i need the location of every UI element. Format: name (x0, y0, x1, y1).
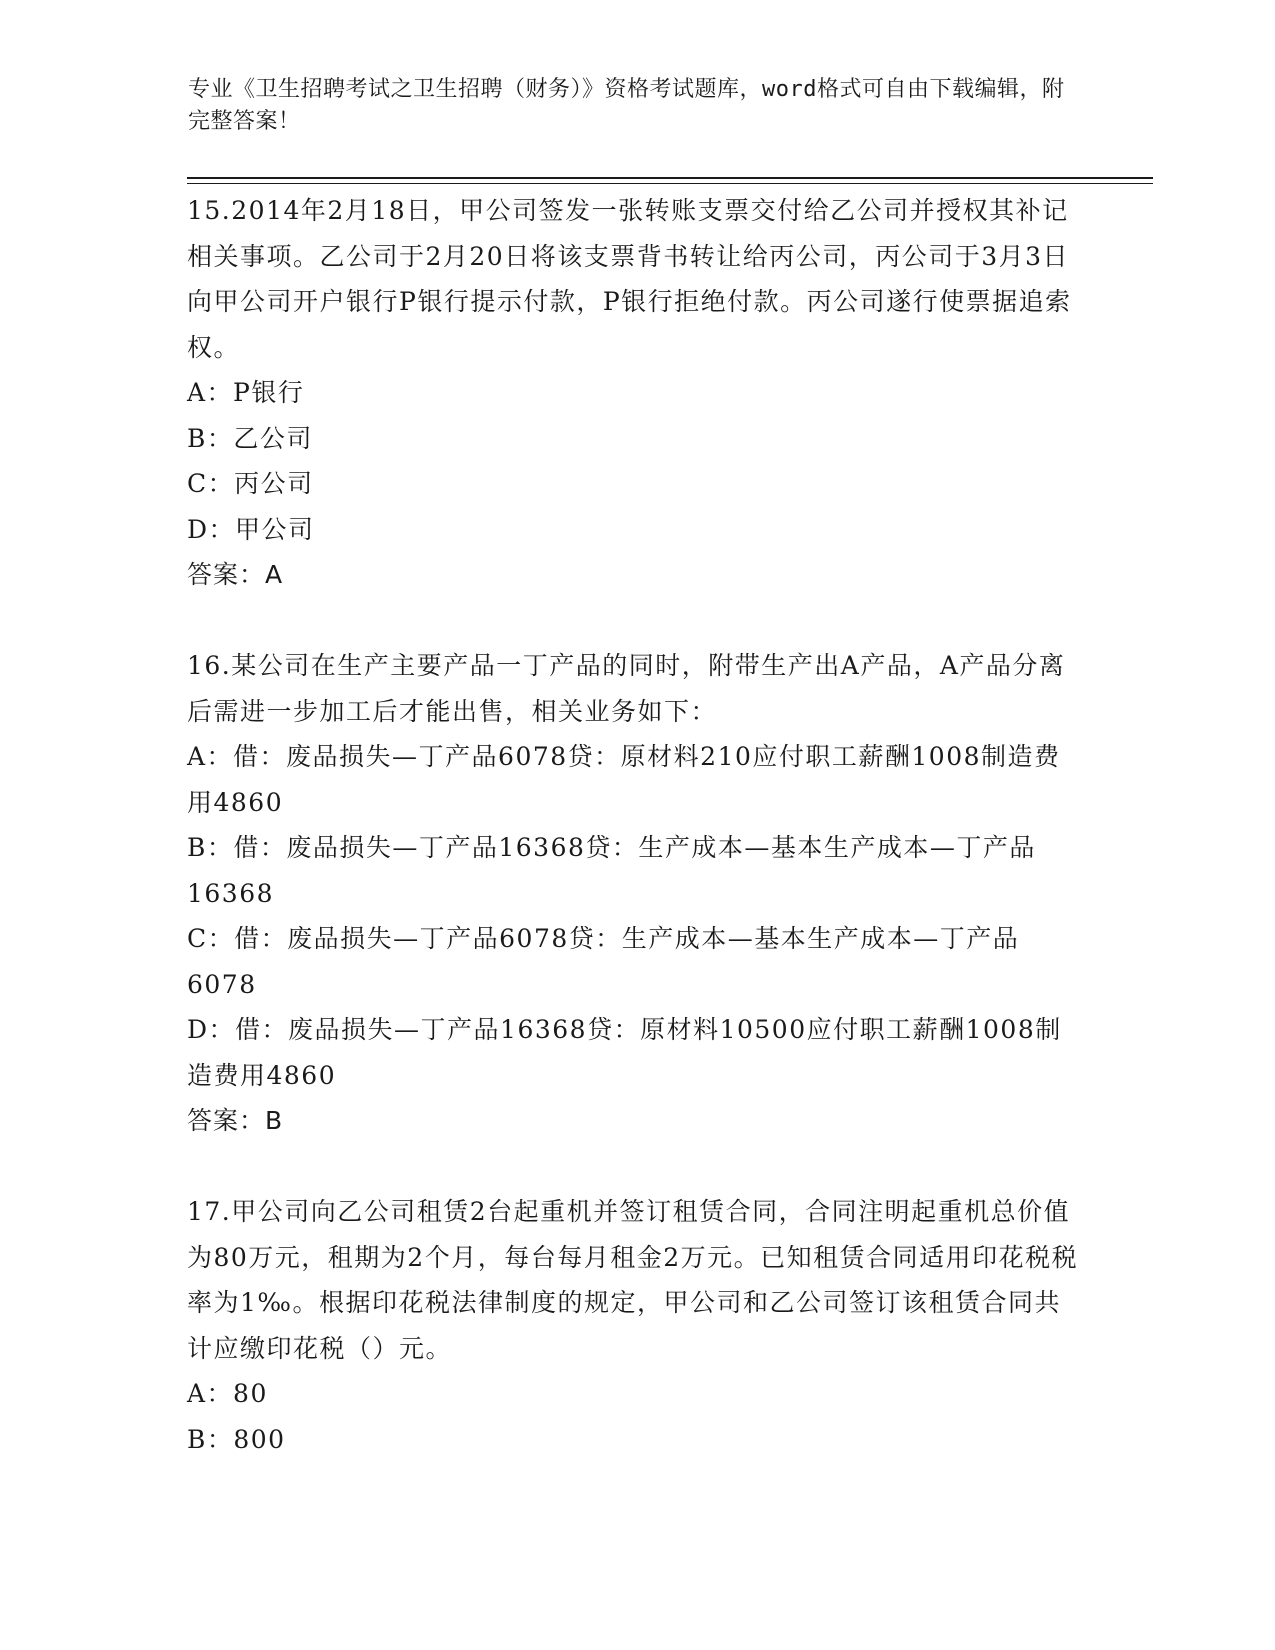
answer: 答案：B (187, 1106, 284, 1135)
option-d: D：甲公司 (187, 514, 315, 544)
option-d: D：借：废品损失—丁产品16368贷：原材料10500应付职工薪酬1008制造费用4860 (187, 1015, 1062, 1090)
question-stem: 17.甲公司向乙公司租赁2台起重机并签订租赁合同，合同注明起重机总价值为80万元，租期为2个月，每台每月租金2万元。已知租赁合同适用印花税税率为1‰。根据印花税法律制度的规定，甲公司和乙公司签订该租赁合同共计应缴印花税（）元。 (187, 1197, 1079, 1363)
option-c: C：借：废品损失—丁产品6078贷：生产成本—基本生产成本—丁产品6078 (187, 924, 1020, 999)
header-note: 专业《卫生招聘考试之卫生招聘（财务）》资格考试题库，word格式可自由下载编辑，附完整答案！ (188, 77, 1065, 134)
option-a: A：借：废品损失—丁产品6078贷：原材料210应付职工薪酬1008制造费用4860 (187, 742, 1061, 817)
header-divider-thin (187, 183, 1153, 184)
question-stem: 15.2014年2月18日，甲公司签发一张转账支票交付给乙公司并授权其补记相关事项。乙公司于2月20日将该支票背书转让给丙公司，丙公司于3月3日向甲公司开户银行P银行提示付款，P银行拒绝付款。丙公司遂行使票据追索权。 (187, 196, 1072, 362)
option-b: B：乙公司 (187, 423, 313, 453)
option-a: A：P银行 (187, 378, 305, 407)
option-a: A：80 (187, 1379, 268, 1408)
question-spacer (187, 598, 1087, 644)
question-stem: 16.某公司在生产主要产品一丁产品的同时，附带生产出A产品，A产品分离后需进一步加工后才能出售，相关业务如下： (187, 651, 1066, 726)
question-17 (187, 1189, 1087, 1462)
header-divider-thick (187, 177, 1153, 179)
question-15 (187, 188, 1087, 598)
option-b: B：借：废品损失—丁产品16368贷：生产成本—基本生产成本—丁产品16368 (187, 833, 1036, 908)
answer: 答案：A (187, 560, 284, 589)
question-spacer (187, 1144, 1087, 1190)
question-16 (187, 643, 1087, 1144)
question-list (187, 188, 1087, 1462)
option-b: B：800 (187, 1424, 286, 1454)
option-c: C：丙公司 (187, 469, 314, 498)
